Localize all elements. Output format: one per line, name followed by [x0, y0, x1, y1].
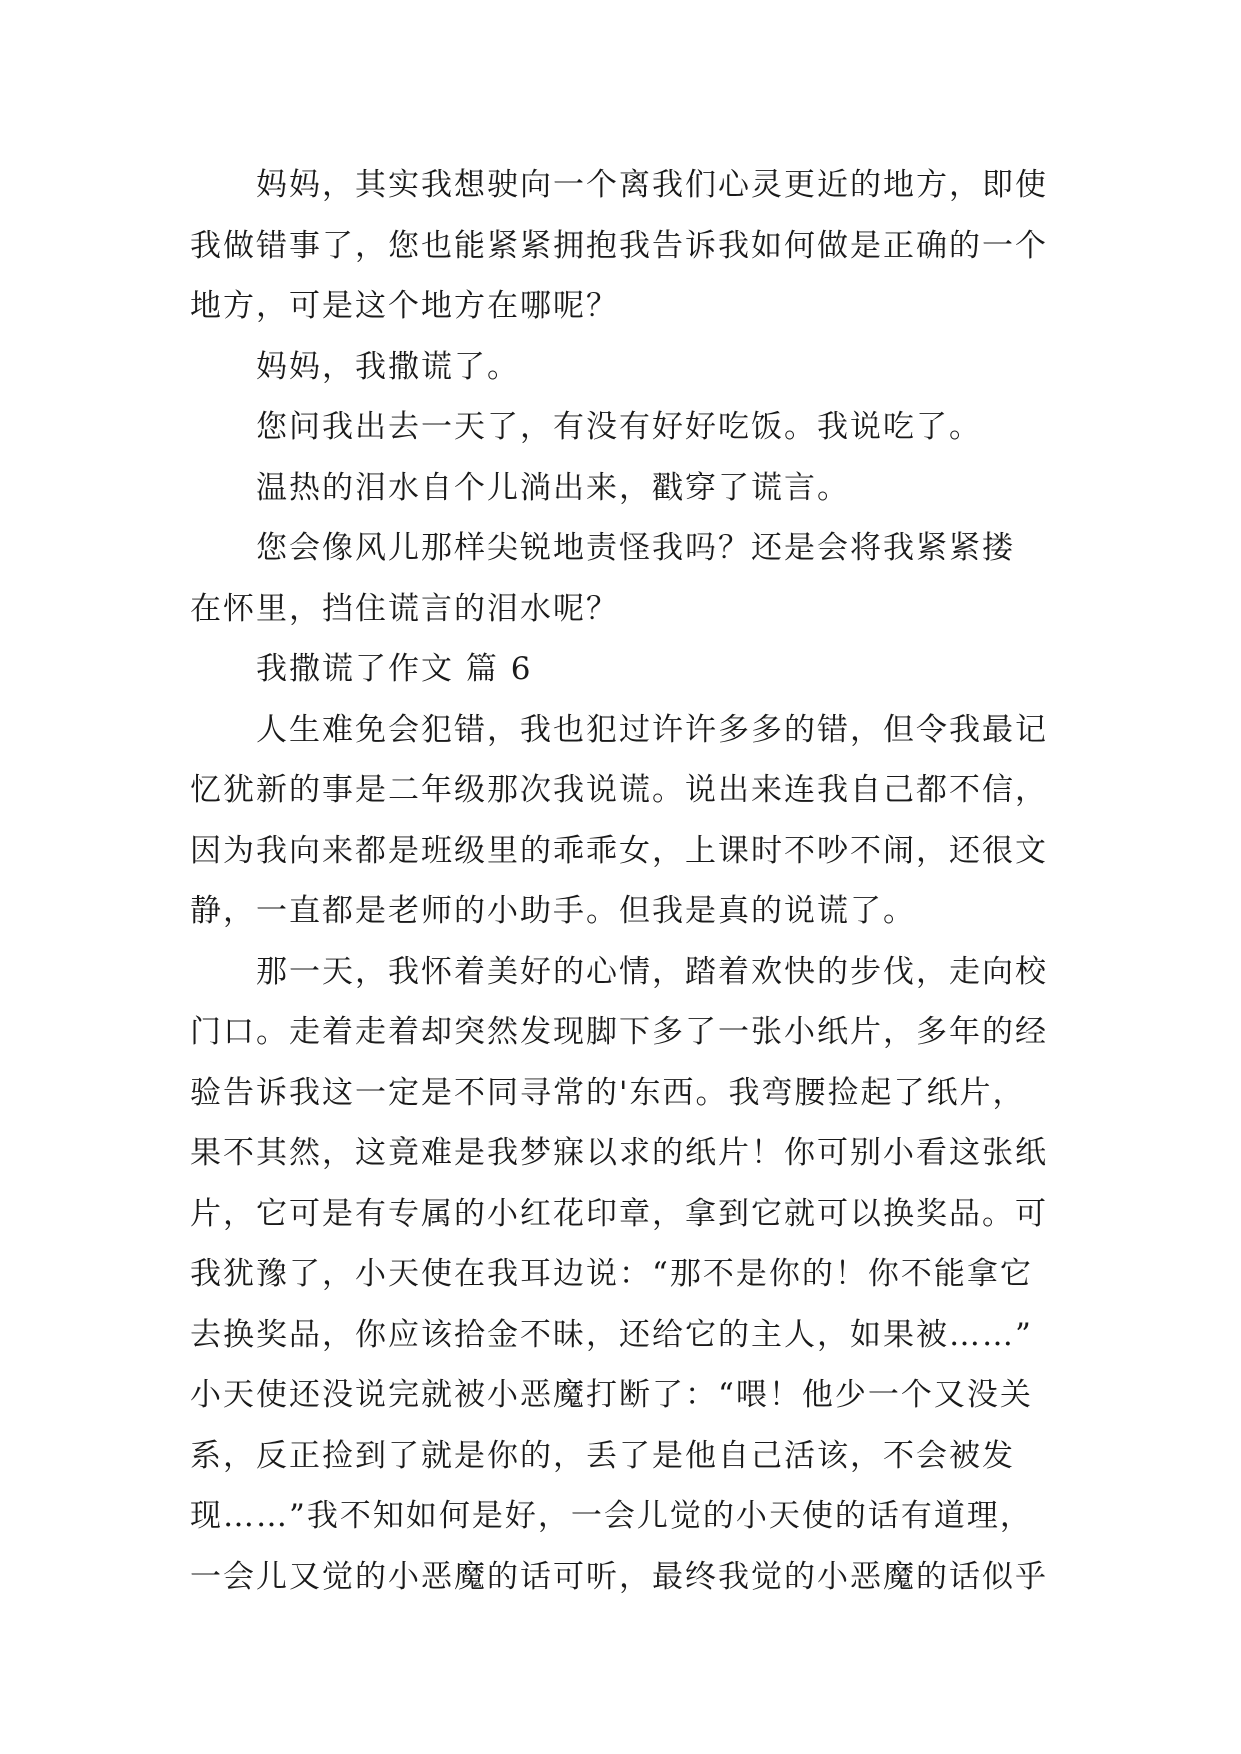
text-line: 在怀里，挡住谎言的泪水呢？ — [190, 590, 619, 627]
text-line: 妈妈，我撒谎了。 — [256, 348, 520, 385]
text-line: 妈妈，其实我想驶向一个离我们心灵更近的地方，即使 — [256, 167, 1048, 203]
text-line: 系，反正捡到了就是你的，丢了是他自己活该，不会被发 — [190, 1437, 1015, 1474]
text-line: 静，一直都是老师的小助手。但我是真的说谎了。 — [190, 893, 916, 929]
text-line: 门口。走着走着却突然发现脚下多了一张小纸片，多年的经 — [190, 1014, 1048, 1050]
text-line: 我犹豫了，小天使在我耳边说：“那不是你的！你不能拿它 — [190, 1256, 1033, 1292]
text-line: 片，它可是有专属的小红花印章，拿到它就可以换奖品。可 — [190, 1195, 1048, 1232]
text-line: 小天使还没说完就被小恶魔打断了：“喂！他少一个又没关 — [190, 1377, 1033, 1413]
paragraph — [190, 397, 1058, 458]
text-line: 那一天，我怀着美好的心情，踏着欢快的步伐，走向校 — [256, 953, 1048, 990]
paragraph — [190, 337, 1058, 398]
text-line: 去换奖品，你应该拾金不昧，还给它的主人，如果被……” — [190, 1316, 1033, 1353]
paragraph — [190, 458, 1058, 519]
text-line: 您会像风儿那样尖锐地责怪我吗？还是会将我紧紧搂 — [256, 530, 1015, 566]
text-line: 我做错事了，您也能紧紧拥抱我告诉我如何做是正确的一个 — [190, 227, 1048, 264]
text-line: 忆犹新的事是二年级那次我说谎。说出来连我自己都不信， — [190, 772, 1048, 808]
paragraph — [190, 700, 1058, 942]
text-line: 一会儿又觉的小恶魔的话可听，最终我觉的小恶魔的话似乎 — [190, 1558, 1048, 1595]
paragraph — [190, 942, 1058, 1608]
text-line: 现……”我不知如何是好，一会儿觉的小天使的话有道理， — [190, 1498, 1033, 1534]
heading-text: 我撒谎了作文 篇 6 — [256, 651, 533, 687]
text-line: 您问我出去一天了，有没有好好吃饭。我说吃了。 — [256, 409, 982, 445]
text-line: 因为我向来都是班级里的乖乖女，上课时不吵不闹，还很文 — [190, 832, 1048, 869]
document-body — [190, 155, 1058, 1607]
text-line: 验告诉我这一定是不同寻常的'东西。我弯腰捡起了纸片， — [190, 1074, 1026, 1111]
paragraph — [190, 518, 1058, 639]
text-line: 果不其然，这竟难是我梦寐以求的纸片！你可别小看这张纸 — [190, 1135, 1048, 1171]
section-heading — [190, 639, 1058, 700]
paragraph — [190, 155, 1058, 337]
text-line: 地方，可是这个地方在哪呢？ — [190, 288, 619, 324]
text-line: 温热的泪水自个儿淌出来，戳穿了谎言。 — [256, 469, 850, 506]
text-line: 人生难免会犯错，我也犯过许许多多的错，但令我最记 — [256, 711, 1048, 748]
